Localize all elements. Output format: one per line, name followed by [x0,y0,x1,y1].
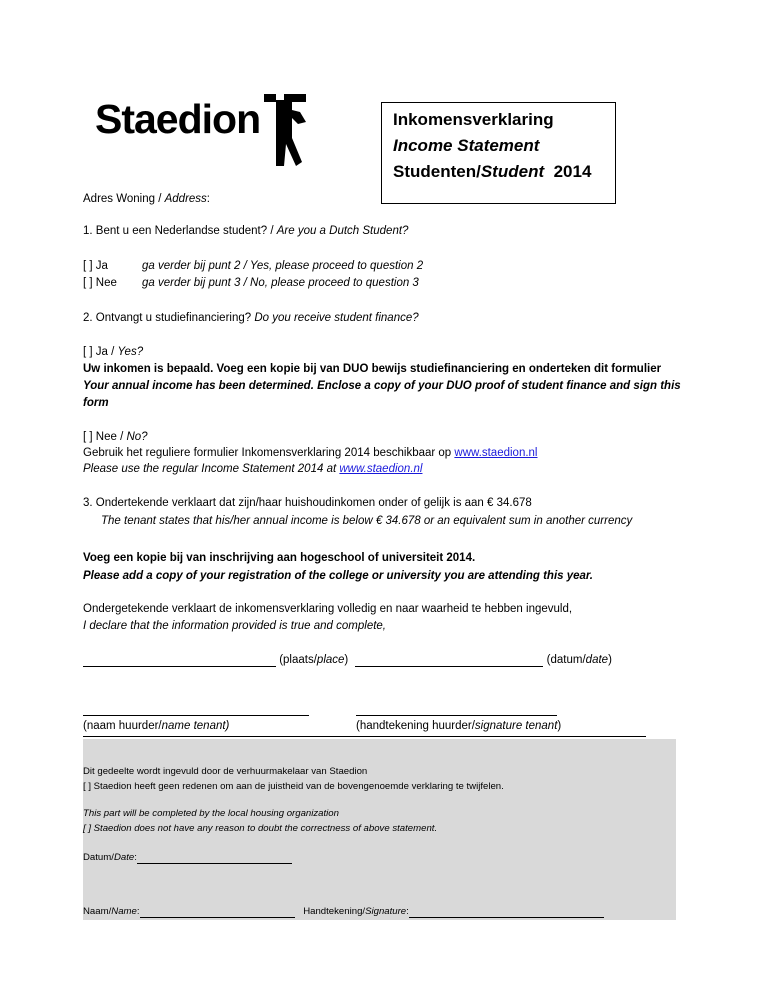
q1-option-ja[interactable]: [ ] Ja ga verder bij punt 2 / Yes, please proceed to question 2 [83,260,424,272]
registration-en: Please add a copy of your registration of the college or university you are attending this year. [83,570,593,582]
staedion-link-en[interactable]: www.staedion.nl [339,463,423,475]
tenant-signature-field[interactable] [356,703,557,716]
address-label: Adres Woning / Address: [83,193,210,205]
declaration-en: I declare that the information provided is true and complete, [83,620,387,632]
q2-ja-instruction-nl: Uw inkomen is bepaald. Voeg een kopie bij van DUO bewijs studiefinanciering en onderteken dit formulier [83,363,662,375]
q2-option-ja[interactable]: [ ] Ja / Yes? [83,346,144,358]
question-3: 3. Ondertekende verklaart dat zijn/haar huishoudinkomen onder of gelijk is aan € 34.678 [83,497,532,509]
title-box [381,102,616,204]
admin-intro-en: This part will be completed by the local housing organization [83,808,339,819]
q2-nee-instruction-nl: Gebruik het reguliere formulier Inkomensverklaring 2014 beschikbaar op www.staedion.nl [83,447,538,459]
title-en: Income Statement [393,136,540,155]
place-field[interactable] [83,654,276,667]
question-2: 2. Ontvangt u studiefinanciering? Do you receive student finance? [83,312,419,324]
question-3-en: The tenant states that his/her annual income is below € 34.678 or an equivalent sum in another currency [101,515,633,527]
tenant-name-label: (naam huurder/name tenant) [83,720,230,732]
title-nl: Inkomensverklaring [393,110,554,129]
registration-nl: Voeg een kopie bij van inschrijving aan hogeschool of universiteit 2014. [83,552,476,564]
q2-nee-instruction-en: Please use the regular Income Statement 2014 at www.staedion.nl [83,463,423,475]
staedion-figure-icon [262,92,308,168]
admin-date-field[interactable] [137,852,292,864]
place-label: (plaats/place) [279,654,349,666]
question-1: 1. Bent u een Nederlandse student? / Are you a Dutch Student? [83,225,409,237]
admin-intro-nl: Dit gedeelte wordt ingevuld door de verhuurmakelaar van Staedion [83,766,368,777]
q2-option-nee[interactable]: [ ] Nee / No? [83,431,148,443]
tenant-signature-label: (handtekening huurder/signature tenant) [356,720,562,732]
admin-name-row: Naam/Name: Handtekening/Signature: [83,906,604,918]
place-date-row [83,654,612,667]
staedion-link[interactable]: www.staedion.nl [454,447,538,459]
section-divider [83,736,646,737]
title-line3: Studenten/Student 2014 [393,162,592,181]
date-field[interactable] [355,654,543,667]
admin-date-row: Datum/Date: [83,852,292,864]
admin-check-nl[interactable]: [ ] Staedion heeft geen redenen om aan de juistheid van de bovengenoemde verklaring te twijfelen. [83,781,504,792]
q1-option-nee[interactable]: [ ] Nee ga verder bij punt 3 / No, please proceed to question 3 [83,277,419,289]
date-label: (datum/date) [546,654,612,666]
admin-signature-field[interactable] [409,906,604,918]
admin-name-field[interactable] [140,906,295,918]
q2-ja-instruction-en: Your annual income has been determined. Enclose a copy of your DUO proof of student finance and sign this [83,380,681,392]
staedion-logo: Staedion [95,96,261,142]
tenant-name-field[interactable] [83,703,309,716]
admin-check-en[interactable]: [ ] Staedion does not have any reason to doubt the correctness of above statement. [83,823,438,834]
q2-ja-instruction-en-cont: form [83,397,109,409]
declaration-nl: Ondergetekende verklaart de inkomensverklaring volledig en naar waarheid te hebben ingevuld, [83,603,573,615]
